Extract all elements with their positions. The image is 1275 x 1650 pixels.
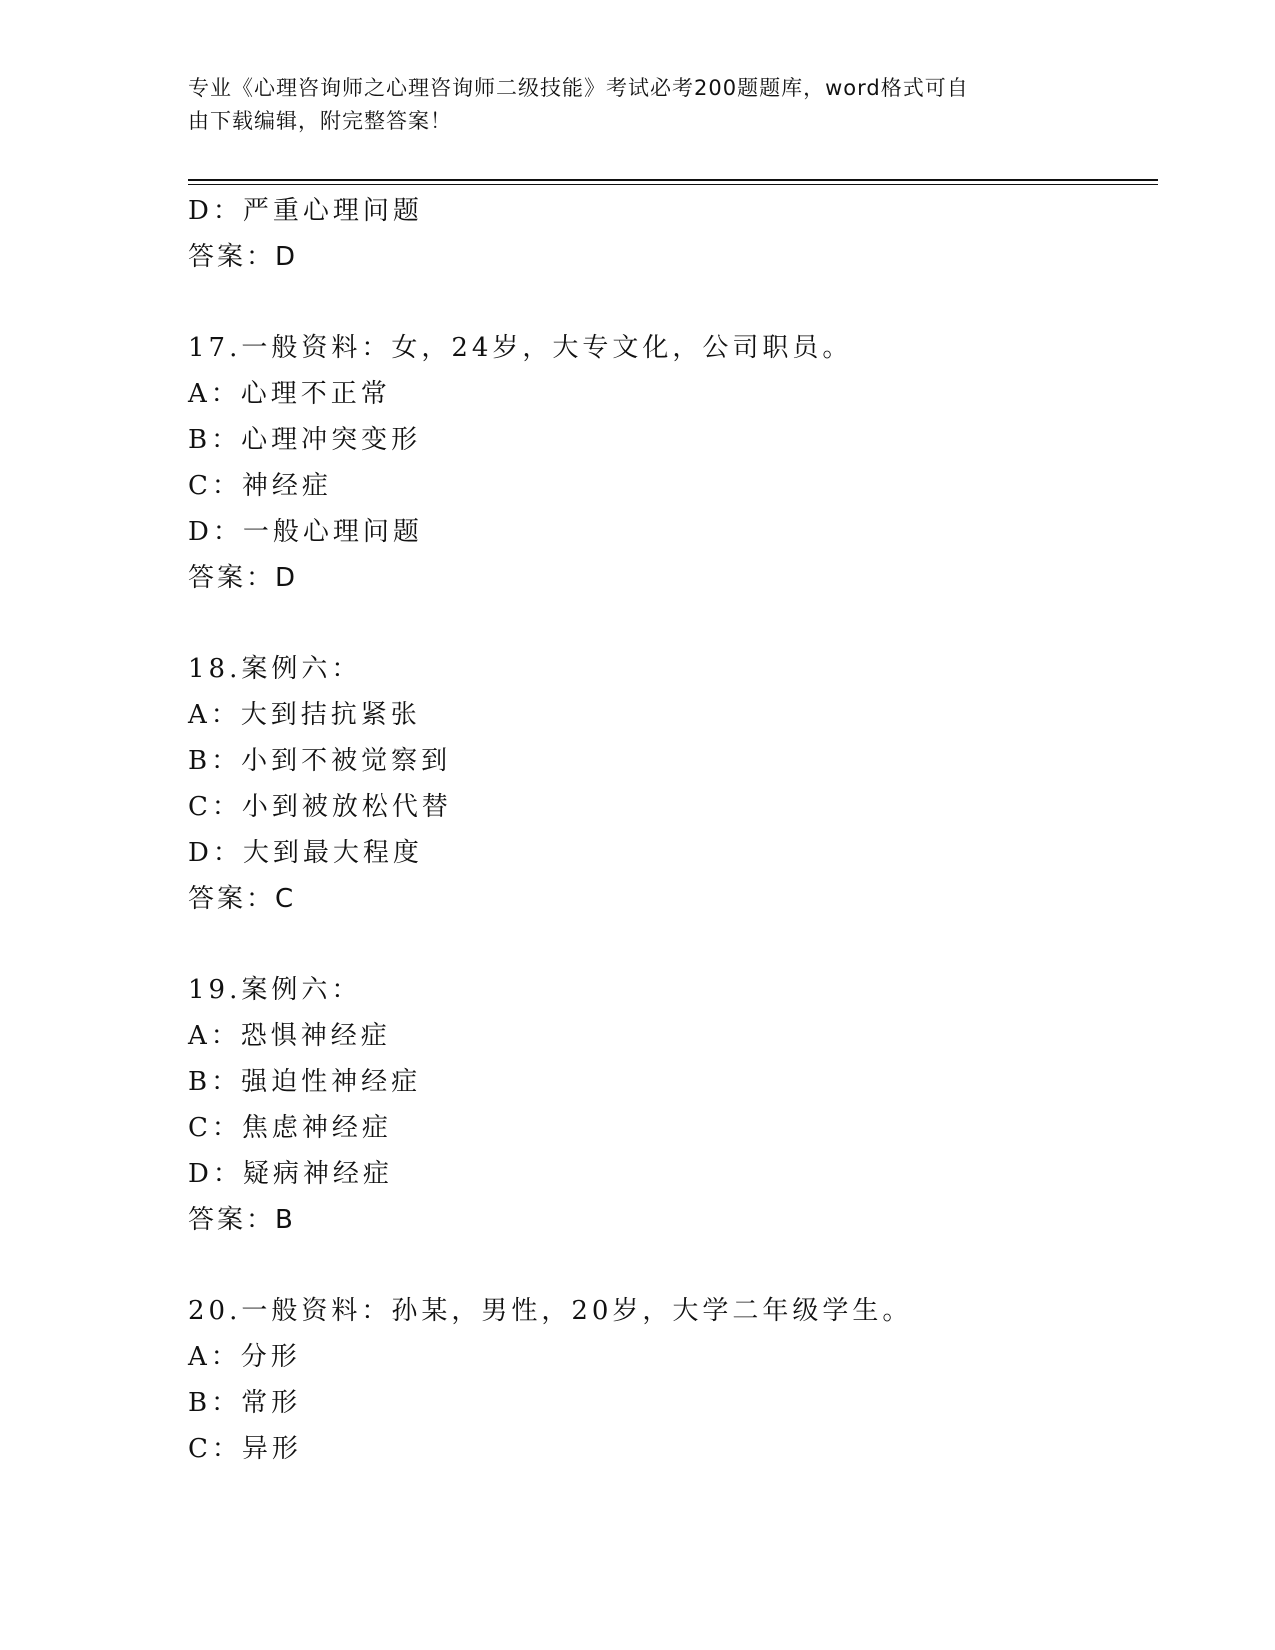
option-d: D：大到最大程度 <box>188 838 423 868</box>
option-c: C：焦虑神经症 <box>188 1113 392 1143</box>
answer-label: 答案： <box>188 884 276 914</box>
question-20 <box>188 1288 1158 1472</box>
header-line-2: 由下载编辑，附完整答案！ <box>188 109 452 133</box>
question-stem: 18.案例六： <box>188 654 362 684</box>
question-gap <box>188 922 1158 967</box>
question-gap <box>188 1243 1158 1288</box>
question-gap <box>188 280 1158 325</box>
option-c: C：异形 <box>188 1434 302 1464</box>
document-header <box>188 72 1068 138</box>
answer-line <box>188 1197 1158 1243</box>
header-divider-thin <box>188 184 1158 185</box>
answer-value: D <box>275 242 297 272</box>
answer-label: 答案： <box>188 1205 276 1235</box>
option-b: B：心理冲突变形 <box>188 425 422 455</box>
answer-value: B <box>275 1205 294 1235</box>
question-stem: 17.一般资料：女，24岁，大专文化，公司职员。 <box>188 333 853 363</box>
answer-value: C <box>275 884 295 914</box>
answer-line <box>188 234 1158 280</box>
option-b: B：小到不被觉察到 <box>188 746 452 776</box>
header-line-1: 专业《心理咨询师之心理咨询师二级技能》考试必考200题题库，word格式可自 <box>188 76 969 100</box>
option-d: D：疑病神经症 <box>188 1159 393 1189</box>
question-19 <box>188 967 1158 1243</box>
question-stem: 20.一般资料：孙某，男性，20岁，大学二年级学生。 <box>188 1296 913 1326</box>
option-b: B：常形 <box>188 1388 302 1418</box>
option-d: D：严重心理问题 <box>188 196 423 226</box>
question-stem: 19.案例六： <box>188 975 362 1005</box>
option-a: A：心理不正常 <box>188 379 391 409</box>
option-b: B：强迫性神经症 <box>188 1067 422 1097</box>
answer-line <box>188 555 1158 601</box>
answer-line <box>188 876 1158 922</box>
option-a: A：恐惧神经症 <box>188 1021 391 1051</box>
question-list <box>188 188 1158 1472</box>
option-d: D：一般心理问题 <box>188 517 423 547</box>
question-gap <box>188 601 1158 646</box>
answer-value: D <box>275 563 297 593</box>
header-divider-thick <box>188 179 1158 181</box>
option-c: C：小到被放松代替 <box>188 792 452 822</box>
option-c: C：神经症 <box>188 471 332 501</box>
question-17 <box>188 325 1158 601</box>
answer-label: 答案： <box>188 242 276 272</box>
answer-label: 答案： <box>188 563 276 593</box>
question-18 <box>188 646 1158 922</box>
option-a: A：大到拮抗紧张 <box>188 700 421 730</box>
option-a: A：分形 <box>188 1342 301 1372</box>
